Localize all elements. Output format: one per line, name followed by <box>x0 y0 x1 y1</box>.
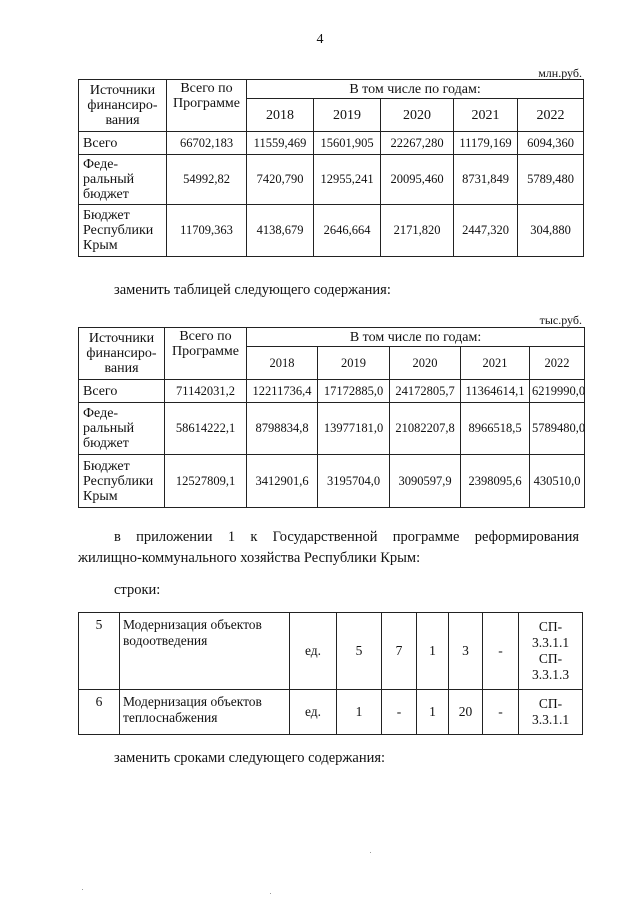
header-total <box>165 328 247 380</box>
row-code <box>519 690 583 735</box>
row-value: 12211736,4 <box>247 380 318 403</box>
row-value: 430510,0 <box>530 455 585 508</box>
row-value: 1 <box>417 690 449 735</box>
row-label-line: Всего <box>83 383 118 399</box>
row-value: 2646,664 <box>314 205 381 257</box>
row-code-line: СП- <box>538 651 563 666</box>
row-value: - <box>382 690 417 735</box>
table-row <box>79 403 585 455</box>
row-label-line: Республики <box>83 473 154 489</box>
row-label-line: ральный <box>83 172 135 187</box>
row-value: 6219990,0 <box>530 380 585 403</box>
row-value: 11559,469 <box>247 132 314 155</box>
row-value: 20 <box>449 690 483 735</box>
table-row <box>79 132 584 155</box>
row-number: 5 <box>79 613 120 690</box>
row-value: 6094,360 <box>518 132 584 155</box>
row-value: 3195704,0 <box>318 455 390 508</box>
row-value: 17172885,0 <box>318 380 390 403</box>
row-label-line: Бюджет <box>83 208 130 223</box>
row-unit: ед. <box>290 690 337 735</box>
table2-units: тыс.руб. <box>539 313 582 327</box>
table-row <box>79 690 583 735</box>
row-value: 21082207,8 <box>390 403 461 455</box>
row-label-line: Крым <box>83 238 118 253</box>
row-value: 5789,480 <box>518 155 584 205</box>
row-total: 11709,363 <box>167 205 247 257</box>
row-value: 8731,849 <box>454 155 518 205</box>
scan-speck <box>270 893 271 894</box>
row-value: 8798834,8 <box>247 403 318 455</box>
header-total-line: Программе <box>173 96 240 111</box>
row-value: 5789480,0 <box>530 403 585 455</box>
header-year: 2018 <box>247 99 314 132</box>
row-code-line: СП- <box>538 696 563 711</box>
table1-units: млн.руб. <box>538 66 582 80</box>
row-value: 20095,460 <box>381 155 454 205</box>
header-source-line: Источники <box>89 83 156 98</box>
row-value: 7420,790 <box>247 155 314 205</box>
row-value: 15601,905 <box>314 132 381 155</box>
header-total-line: Программе <box>172 344 239 359</box>
header-source <box>79 328 165 380</box>
row-value: - <box>483 613 519 690</box>
row-total: 71142031,2 <box>165 380 247 403</box>
row-label <box>79 380 165 403</box>
financing-table-new <box>78 327 585 508</box>
row-total: 66702,183 <box>167 132 247 155</box>
row-code-line: 3.3.1.3 <box>531 667 570 682</box>
row-code-line: СП- <box>538 619 563 634</box>
row-label <box>79 205 167 257</box>
row-unit: ед. <box>290 613 337 690</box>
row-label-line: Всего <box>83 135 118 151</box>
row-name-line: Модернизация объектов <box>123 694 262 709</box>
row-value: 3 <box>449 613 483 690</box>
row-value: 22267,280 <box>381 132 454 155</box>
row-label-line: Феде- <box>83 406 119 421</box>
replace-text-2: заменить сроками следующего содержания: <box>114 750 386 766</box>
row-value: - <box>483 690 519 735</box>
header-source-line: финансиро- <box>86 346 157 361</box>
header-total-line: Всего по <box>179 329 232 344</box>
row-label-line: ральный <box>83 421 135 436</box>
row-value: 11364614,1 <box>461 380 530 403</box>
header-year: 2022 <box>518 99 584 132</box>
header-year: 2019 <box>314 99 381 132</box>
rows-label: строки: <box>114 582 161 598</box>
header-year: 2018 <box>247 347 318 380</box>
scan-speck <box>82 889 83 890</box>
header-total-line: Всего по <box>180 81 233 96</box>
row-value: 24172805,7 <box>390 380 461 403</box>
row-value: 2171,820 <box>381 205 454 257</box>
row-label-line: Республики <box>83 223 154 238</box>
header-years-caption: В том числе по годам: <box>247 80 584 99</box>
appendix-text-line2: жилищно-коммунального хозяйства Республики Крым: <box>78 550 421 566</box>
row-label <box>79 455 165 508</box>
header-total <box>167 80 247 132</box>
row-name-line: Модернизация объектов <box>123 617 262 632</box>
program-rows-table <box>78 612 583 735</box>
row-value: 2398095,6 <box>461 455 530 508</box>
row-value: 11179,169 <box>454 132 518 155</box>
row-value: 12955,241 <box>314 155 381 205</box>
header-years-caption: В том числе по годам: <box>247 328 585 347</box>
row-total: 54992,82 <box>167 155 247 205</box>
header-year: 2020 <box>381 99 454 132</box>
row-label <box>79 403 165 455</box>
header-year: 2021 <box>454 99 518 132</box>
page-number: 4 <box>316 32 324 47</box>
row-code-line: 3.3.1.1 <box>531 635 570 650</box>
row-value: 1 <box>417 613 449 690</box>
row-label <box>79 132 167 155</box>
table-row <box>79 613 583 690</box>
row-name-line: водоотведения <box>123 633 208 648</box>
row-value: 1 <box>337 690 382 735</box>
row-label-line: Крым <box>83 488 118 504</box>
table-row <box>79 380 585 403</box>
table-row <box>79 155 584 205</box>
table-row <box>79 205 584 257</box>
header-year: 2019 <box>318 347 390 380</box>
row-label-line: Бюджет <box>83 458 130 474</box>
table-row <box>79 455 585 508</box>
scan-speck <box>370 852 371 853</box>
row-value: 2447,320 <box>454 205 518 257</box>
header-source-line: вания <box>105 113 140 128</box>
row-name-line: теплоснабжения <box>123 710 218 725</box>
row-label-line: бюджет <box>83 187 129 202</box>
row-value: 5 <box>337 613 382 690</box>
row-value: 8966518,5 <box>461 403 530 455</box>
row-label <box>79 155 167 205</box>
row-name <box>120 613 290 690</box>
row-value: 4138,679 <box>247 205 314 257</box>
header-year: 2022 <box>530 347 585 380</box>
header-year: 2021 <box>461 347 530 380</box>
replace-text-1: заменить таблицей следующего содержания: <box>114 282 391 298</box>
row-code <box>519 613 583 690</box>
row-label-line: бюджет <box>83 436 129 451</box>
appendix-text-line1: в приложении 1 к Государственной программе реформирования <box>114 529 579 545</box>
row-total: 58614222,1 <box>165 403 247 455</box>
row-code-line: 3.3.1.1 <box>531 712 570 727</box>
header-source-line: финансиро- <box>87 98 158 113</box>
header-source-line: вания <box>104 361 139 376</box>
row-value: 3090597,9 <box>390 455 461 508</box>
row-label-line: Феде- <box>83 157 119 172</box>
row-value: 13977181,0 <box>318 403 390 455</box>
header-year: 2020 <box>390 347 461 380</box>
row-name <box>120 690 290 735</box>
financing-table-old <box>78 79 584 257</box>
row-number: 6 <box>79 690 120 735</box>
row-value: 3412901,6 <box>247 455 318 508</box>
row-value: 304,880 <box>518 205 584 257</box>
header-source-line: Источники <box>88 331 155 346</box>
row-value: 7 <box>382 613 417 690</box>
header-source <box>79 80 167 132</box>
row-total: 12527809,1 <box>165 455 247 508</box>
